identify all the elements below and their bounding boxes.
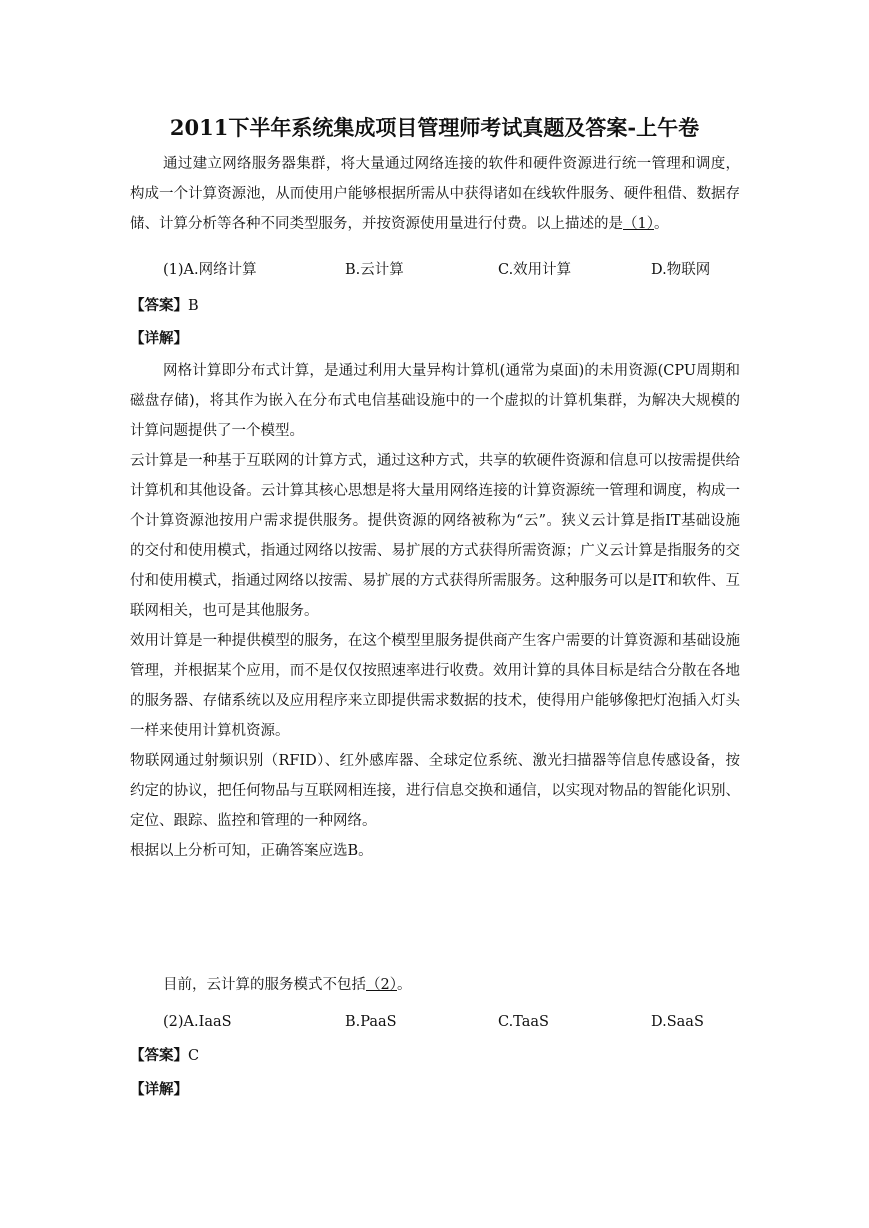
question-1-detail	[130, 356, 740, 866]
option-d: D.SaaS	[651, 1014, 704, 1030]
question-1-end: 。	[653, 216, 669, 232]
detail-paragraph: 根据以上分析可知，正确答案应选B。	[130, 843, 373, 859]
question-1-answer	[130, 291, 199, 321]
question-1-blank: （1）	[623, 216, 654, 232]
question-1-options	[163, 255, 743, 285]
option-b: B.PaaS	[345, 1014, 397, 1030]
answer-label: 【答案】	[130, 297, 188, 314]
question-1-text: 通过建立网络服务器集群，将大量通过网络连接的软件和硬件资源进行统一管理和调度，构成一个计算资源池，从而使用户能够根据所需从中获得诸如在线软件服务、硬件租借、数据存储、计算分析等各种不同类型服务，并按资源使用量进行付费。以上描述的是	[130, 156, 740, 232]
answer-label: 【答案】	[130, 1047, 188, 1064]
question-2-end: 。	[396, 977, 412, 993]
detail-paragraph: 效用计算是一种提供模型的服务，在这个模型里服务提供商产生客户需要的计算资源和基础设施管理，并根据某个应用，而不是仅仅按照速率进行收费。效用计算的具体目标是结合分散在各地的服务器、存储系统以及应用程序来立即提供需求数据的技术，使得用户能够像把灯泡插入灯头一样来使用计算机资源。	[130, 633, 740, 739]
question-2-text: 目前，云计算的服务模式不包括	[163, 977, 366, 993]
option-b: B.云计算	[345, 262, 404, 278]
question-2-detail-label: 【详解】	[130, 1081, 188, 1098]
detail-paragraph: 云计算是一种基于互联网的计算方式，通过这种方式，共享的软硬件资源和信息可以按需提供给计算机和其他设备。云计算其核心思想是将大量用网络连接的计算资源统一管理和调度，构成一个计算资源池按用户需求提供服务。提供资源的网络被称为“云”。狭义云计算是指IT基础设施的交付和使用模式，指通过网络以按需、易扩展的方式获得所需资源；广义云计算是指服务的交付和使用模式，指通过网络以按需、易扩展的方式获得所需服务。这种服务可以是IT和软件、互联网相关，也可是其他服务。	[130, 453, 740, 619]
question-2-blank: （2）	[366, 977, 397, 993]
option-d: D.物联网	[651, 262, 711, 278]
detail-paragraph: 网格计算即分布式计算，是通过利用大量异构计算机(通常为桌面)的未用资源(CPU周期和磁盘存储)，将其作为嵌入在分布式电信基础设施中的一个虚拟的计算机集群，为解决大规模的计算问题提供了一个模型。	[130, 363, 740, 439]
document-title: 2011下半年系统集成项目管理师考试真题及答案-上午卷	[169, 115, 700, 140]
option-a: (1)A.网络计算	[163, 262, 257, 278]
answer-value: C	[188, 1048, 200, 1064]
detail-paragraph: 物联网通过射频识别（RFID）、红外感库器、全球定位系统、激光扫描器等信息传感设备，按约定的协议，把任何物品与互联网相连接，进行信息交换和通信，以实现对物品的智能化识别、定位、跟踪、监控和管理的一种网络。	[130, 753, 740, 829]
question-1-detail-label: 【详解】	[130, 330, 188, 347]
question-2-options	[163, 1007, 743, 1037]
option-c: C.TaaS	[498, 1014, 549, 1030]
question-2-stem	[163, 970, 411, 1000]
option-a: (2)A.IaaS	[163, 1014, 232, 1030]
option-c: C.效用计算	[498, 262, 572, 278]
answer-value: B	[188, 298, 199, 314]
question-1-stem	[130, 149, 740, 239]
question-2-answer	[130, 1041, 199, 1071]
